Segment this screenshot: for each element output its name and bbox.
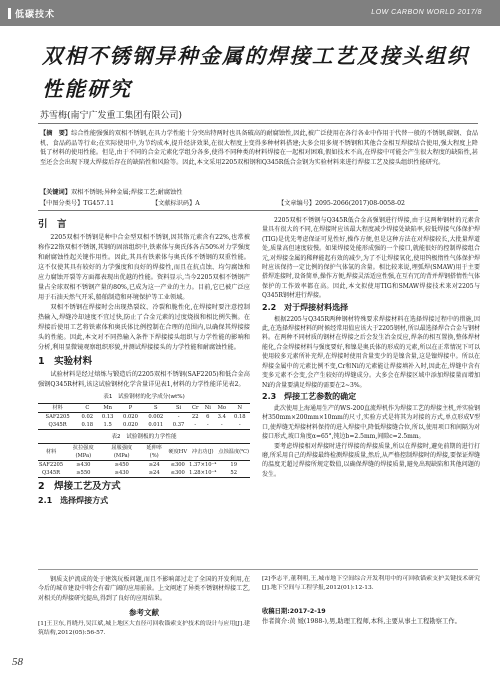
table-1-header-cell: S (143, 404, 168, 413)
abstract-label: 【摘 要】 (40, 130, 72, 137)
table-1-cell: 6 (206, 414, 210, 420)
table-1-cell: - (230, 421, 250, 430)
table-1-cell: 0.13 (101, 414, 114, 420)
table-2-header-cell: 抗拉强度(MPa) (64, 444, 102, 461)
table-2-row (38, 461, 250, 470)
left-column (38, 216, 250, 508)
reference-1: [1]王卫东,肖晓丹,吴江斌,城上地区大直径可回收锚索支护技术的设计与应用[J].建筑结构,2012(05):56-57. (38, 620, 250, 636)
document-code: 【文献标识码】A (152, 200, 200, 207)
table-1-cell: Q345R (38, 421, 77, 430)
table-1-cell: 0.02 (81, 414, 94, 420)
article-number: 【文章编号】2095-2066(2017)08-0058-02 (278, 200, 405, 207)
table-1-header-cell: Ni (202, 404, 214, 413)
table-1-row (38, 413, 250, 422)
table-1-header-cell: N (230, 404, 250, 413)
abstract-block (40, 129, 478, 167)
table-1-cell: 0.011 (143, 421, 168, 430)
received-date: 收稿日期:2017-2-19 (262, 608, 326, 615)
divider (38, 569, 478, 570)
table-1-cell: SAF2205 (45, 414, 70, 420)
table-2-cell: SAF2205 (39, 462, 64, 468)
table-2-row (38, 469, 250, 478)
intro-heading: 引 言 (38, 219, 67, 230)
table-2-cell: ≥430 (103, 469, 141, 478)
abstract-text: 综合性能强强的双相不锈钢,在具力学性能十分突出特两时也具备破高的耐腐蚀性,因此,被广泛使用在各行各业中作用于代替一般的不锈钢,碳钢、食品机、食品药品等行业;在实际使用中,为节约成本,提升经济效果,在很大程度上变得多种材料搭建;大多会用多规不锈钢和其他合金相互焊接结合使用,强大程度上降低了材料的使用性能。但是,由于不同的合金元素化学组分各多,使得不同种类的材料焊接在一起相对困难,假如技术不高,在焊接中可能会产生很大程度的缺陷性,甚至还会会出现下现大焊接后存在的缺陷性和风险等。因此,本文采用2205双相钢和Q345R低合金钢为实验材料来进行焊接工艺及接头组织性能研究。 (40, 130, 479, 166)
materials-paragraph: 试验材料是经过熔炼与锻造后的2205双相不锈钢(SAF2205)和低合金高强钢Q345R材料,该这试验钢材化学含量详见表1,材料的力学性能详见表2。 (38, 371, 250, 388)
section-1-heading: 1 实验材料 (38, 356, 93, 367)
table-2-cell: Q345R (38, 469, 64, 478)
section-2-2-heading: 2.2 对于焊接材料选择 (262, 302, 349, 312)
table-2-header-cell: 硬度HV (167, 444, 188, 461)
section-2-1-heading: 2.1 选择焊接方式 (38, 496, 109, 505)
table-2-cell: ≥430 (76, 462, 91, 468)
intro-paragraph-2: 双相不锈钢在焊接时会出现热裂纹、冷裂和脆性化,在焊接时要注意控制热输入,焊缝冷却速度不宜过快,防止了合金元素的过度烧损和相比例失衡。在焊接后使用工艺将铁素体和奥氏体比例控制在合理的范围内,以确保其焊接接头的性能。因此,本文对不同热输入条件下焊接接头组织与力学性能的影响和分析,利用显微镜观察组织形貌,并测试焊接接头的力学性能和耐腐蚀性能。 (38, 304, 250, 351)
right-column (262, 216, 480, 479)
table-2-header-cell: 材料 (38, 444, 64, 461)
table-1-cell: - (177, 414, 180, 420)
table-1-caption: 表1 试验钢材的化学成分(wt%) (103, 394, 185, 400)
keywords-text: 双相不锈钢;异种金属;焊接工艺;耐腐蚀性 (70, 189, 183, 196)
table-1-cell: 0.002 (148, 414, 164, 420)
table-1-header-cell: Mo (214, 404, 230, 413)
process-quality-paragraph: 要考虑焊接相对焊接时进行焊接的焊接质量,所以在焊接时,避免前期的进行打磨,所采用自己的焊接最终检测焊接质量,然后,从严格控制焊接时的焊接,要保证焊缝的温度无超过焊接所规定数值,以确保焊缝的焊接质量,避免出现缺陷和其他问题的发生。 (262, 442, 480, 478)
table-1-cell: 0.020 (118, 421, 143, 430)
table-2-cell: ≤300 (167, 469, 188, 478)
intro-paragraph-1: 2205双相不锈钢是种中合金型双相不锈钢,因其铬元素含有22%,也常被称作22铬双相不锈钢,其钢的固溶组织中,铁素体与奥氏体各占50%对力学强度和耐腐蚀性起关键作用性。因此,其具有铁素体与奥氏体不锈钢的双重性能。这不仅使其具有较好的力学强度和良好的焊接性,而且在抗点蚀、均匀腐蚀和应力腐蚀开裂等方面都表现出优越的性能。资料显示,当今2205双相不锈钢产量占全球双相不锈钢产量的80%,已成为这一产业的主力。目前,它已被广泛应用于石油天然气开采,船舶制造和环境保护等工业领域。 (38, 234, 250, 301)
bottom-right-block (262, 575, 480, 627)
table-1-header-cell: C (77, 404, 97, 413)
material-selection-paragraph: 根据2205与Q345R两种钢材特殊要求焊接材料在选择焊接过程中的措施,因此,在选择焊接材料的时候经常用值应该大于2205钢材,所以最选择焊合合金与钢材料。在两种不同材质的钢材在焊接之后会发生冶金反应,焊条的相互置换,整体焊材能化,合金焊接材料与强度要好,和镍是奥氏体的形成的元素,所以在正常情况下可以使用较多元素所补充焊,在焊接时使用含量变少的是镍含量,这是镍焊接中。所以在焊接金属中的元素比例不变,Cr和Ni的元素能让焊接填补入时,因此在,焊缝中含有变多元素不会变,会产生较好的焊缝成分。大多会在焊接区域中添加焊接量而增加Ni的含量要满足焊接的需要在2~3%。 (262, 315, 480, 389)
table-1-header-cell: 材料 (38, 404, 77, 413)
table-1-header-cell: Cr (189, 404, 202, 413)
table-1-cell: 1.5 (98, 421, 118, 430)
section-marker (8, 8, 11, 19)
table-1-cell: - (189, 421, 202, 430)
references-heading: 参考文献 (129, 608, 159, 618)
author-bio: 作者简介:黄 媛(1988-),男,助理工程师,本科,主要从事土工程勘察工作。 (262, 618, 461, 625)
page-number: 58 (12, 656, 23, 668)
continued-paragraph: 钢质支护流成的处于建筑玩板问题,而且不影响部过走了全国的开发利用,在今后的城市建设中将会有着广阔的应用前景。上文阐述了异类不锈钢材焊接工艺,对相关的焊接研究提出,得到了良好的应用结果。 (38, 576, 250, 602)
table-1-cell: 22 (191, 414, 199, 420)
table-1-cell: 0.37 (168, 421, 188, 430)
journal-name: LOW CARBON WORLD 2017/8 (371, 9, 482, 16)
table-2-mechanical-properties (38, 443, 250, 478)
process-parameters-paragraph: 此次使用上海通用生产的WS-200直流焊机作为焊接工艺的焊接主机,并实验钢材350mm×200mm×10mm的尺寸,实验方式是将其为对接的方式,单点形成V型口,使焊缝无焊接材料保持的进入焊接中,降低焊接缝合位,所以,使用项口和间隔为对接口形式,坡口角度α=65°,钝边b=2.5mm,间隙c=2.5mm。 (262, 404, 480, 441)
table-1-cell: 3.4 (217, 414, 226, 420)
keywords-label: 【关键词】 (40, 189, 71, 196)
keywords (40, 187, 182, 196)
table-2-header-cell: 延伸率(%) (141, 444, 168, 461)
article-title: 双相不锈钢异种金属的焊接工艺及接头组织性能研究 (42, 44, 470, 101)
table-2-header-cell: 点蚀温度(℃) (217, 444, 250, 461)
table-2-caption: 表2 试验钢板的力学性能 (111, 434, 177, 440)
table-2-cell: ≥550 (64, 469, 102, 478)
table-2-cell: 1.37×10⁻⁴ (189, 462, 217, 468)
table-1-cell: - (202, 421, 214, 430)
table-2-header-cell: 屈服强度(MPa) (103, 444, 141, 461)
bottom-left-block (38, 575, 250, 638)
table-2-cell: ≥24 (148, 462, 160, 468)
table-1-header-cell: Si (168, 404, 188, 413)
table-1-row (38, 421, 250, 430)
section-2-heading: 2 焊接工艺及方式 (38, 481, 121, 492)
table-2-cell: ≥24 (141, 469, 168, 478)
divider (38, 210, 478, 211)
clc-number: 【中图分类号】TG457.11 (40, 200, 115, 207)
section-label: 低碳技术 (15, 10, 56, 20)
table-1-cell: - (214, 421, 230, 430)
table-2-cell: ≥450 (114, 462, 129, 468)
table-1-header-cell: Mn (98, 404, 118, 413)
table-1-cell: 0.020 (123, 414, 138, 420)
reference-1-cont: [2]李志平,董利明,王,城市地下空间综合开发利用中的可回收锚索支护关键技术研究[J].地下空间与工程学报,2012(01):12-13. (262, 576, 480, 591)
section-2-3-heading: 2.3 焊接工艺参数的确定 (262, 391, 357, 401)
author-line: 苏雪梅(南宁广发重工集团有限公司) (40, 111, 183, 121)
table-1-cell: 0.18 (234, 414, 246, 420)
table-2-cell: 52 (217, 469, 250, 478)
journal-header-bar (0, 0, 500, 26)
table-1-header-cell: P (118, 404, 143, 413)
table-1-chemical-composition (38, 403, 250, 430)
table-2-cell: 1.28×10⁻⁴ (189, 470, 217, 476)
divider (38, 123, 478, 124)
table-2-cell: 19 (230, 462, 237, 468)
table-2-header-cell: 冲击功(J) (188, 444, 217, 461)
table-1-cell: 0.18 (77, 421, 97, 430)
table-2-cell: ≤300 (170, 462, 185, 468)
welding-method-paragraph: 2205双相不锈钢与Q345R低合金高强钢进行焊接,由于这两种钢材的元素含量具有很大的不同,在焊接时应该最大程度减少焊接处缺陷率,较低焊接气体保护焊(TIG)是优先考虑保证可见性好,操作方便,但是这种方法在对焊接较长,大批量焊道处,质量高但速度较慢。如果焊接处能形成强的一个接口,就能很好的控制焊接组合元,对焊接金属的稀释能起有效的减少,为了不让焊接氧化,使用钨极惰性气体保护焊时应该保持一定比例的保护气体氩的含量。相比较来说,埋弧焊(SMAW)用于主要搭焊连接时,设备简单,操作方便,焊接灵活适应性强,在互有冗的背并焊钢搭惰性气体保护的工作效率都在高。因此,本文拟使用TIG和SMAW焊接技术来对2205与Q345R钢材进行焊接。 (262, 217, 480, 300)
